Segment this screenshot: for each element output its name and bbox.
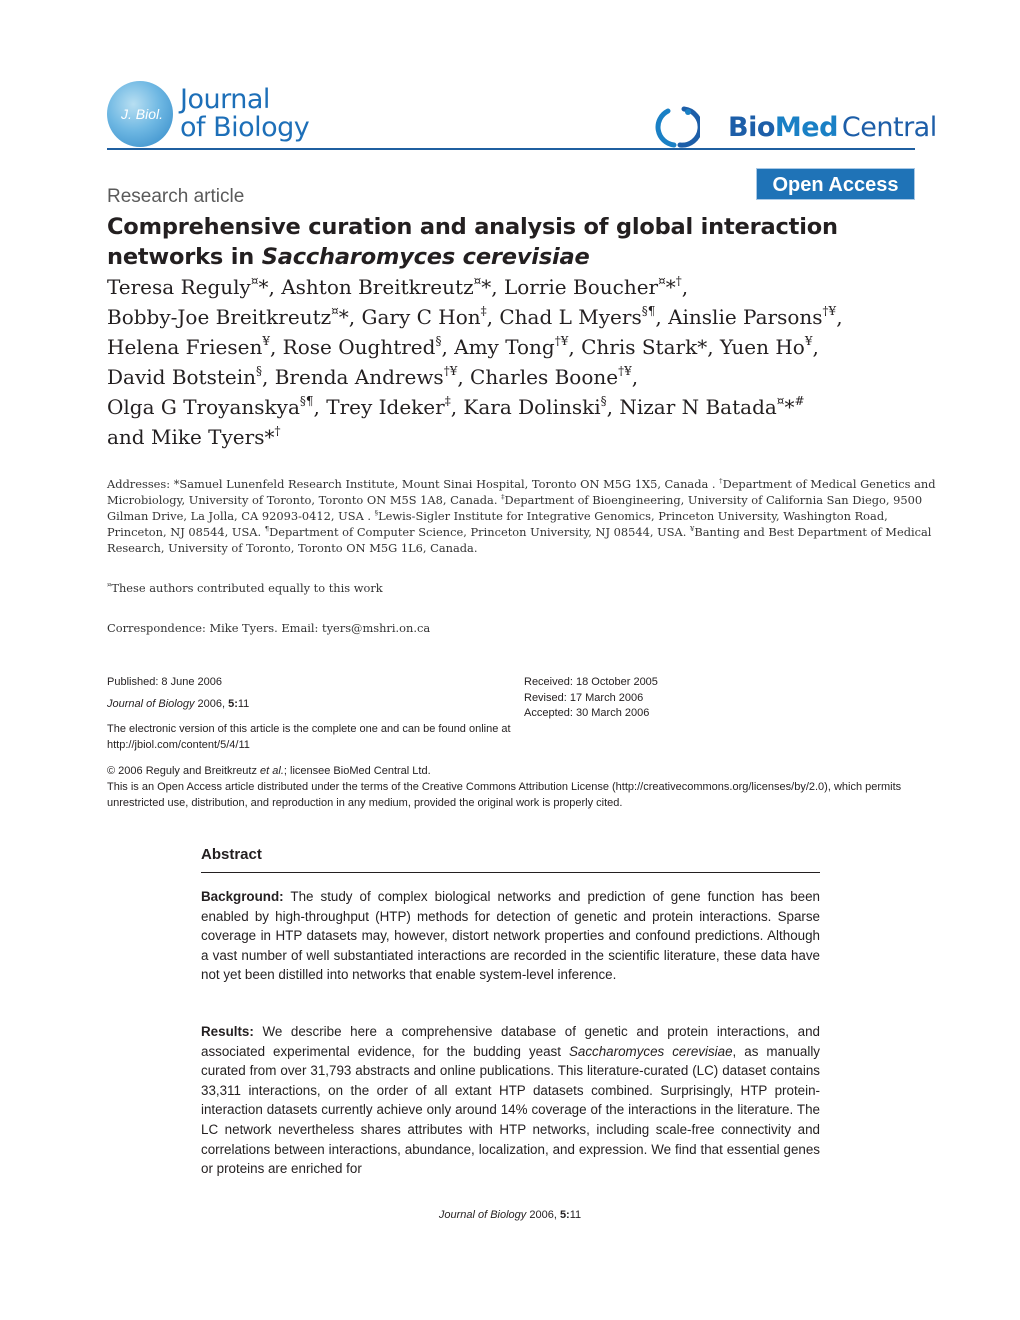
page-footer: Journal of Biology 2006, 5:11 <box>438 1209 582 1221</box>
header-rule <box>107 148 915 150</box>
article-title-species: Saccharomyces cerevisiae <box>261 244 590 270</box>
abstract-results <box>201 1022 820 1179</box>
abstract-background <box>201 887 820 985</box>
article-type: Research article <box>107 186 245 207</box>
open-access-badge: Open Access <box>756 168 915 200</box>
author-addresses: Addresses: *Samuel Lunenfeld Research Institute, Mount Sinai Hospital, Toronto ON M5G 1X5, Canada . †Department of Medical Genetics and Microbiology, University of Toronto, Toronto ON M5S 1A8, Canada. ‡Department of Bioengineering, University of California San Diego, 9500 Gilman Drive, La Jolla, CA 92093-0412, USA . §Lewis-Sigler Institute for Integrative Genomics, Princeton University, Washington Road, Princeton, NJ 08544, USA. ¶Department of Computer Science, Princeton University, NJ 08544, USA. ¥Banting and Best Department of Medical Research, University of Toronto, Toronto ON M5G 1L6, Canada. <box>107 476 936 555</box>
results-label: Results: <box>201 1024 254 1039</box>
electronic-version-note: The electronic version of this article is the complete one and can be found online at http://jbiol.com/content/5/4/11 <box>107 723 511 751</box>
abstract-rule <box>201 872 820 873</box>
correspondence: Correspondence: Mike Tyers. Email: tyers@mshri.on.ca <box>107 621 431 635</box>
author-list: Teresa Reguly¤*, Ashton Breitkreutz¤*, Lorrie Boucher¤*†, Bobby-Joe Breitkreutz¤*, Gary C Hon‡, Chad L Myers§¶, Ainslie Parsons†¥, Helena Friesen¥, Rose Oughtred§, Amy Tong†¥, Chris Stark*, Yuen Ho¥, David Botstein§, Brenda Andrews†¥, Charles Boone†¥, Olga G Troyanskya§¶, Trey Ideker‡, Kara Dolinski§, Nizar N Batada¤*# and Mike Tyers*† <box>107 274 843 449</box>
publisher-name <box>728 112 937 143</box>
publisher-bio: Bio <box>728 112 775 143</box>
publisher-central: Central <box>841 112 937 143</box>
article-title <box>107 212 907 272</box>
copyright-notice: © 2006 Reguly and Breitkreutz et al.; licensee BioMed Central Ltd. This is an Open Access article distributed under the terms of the Creative Commons Attribution License (http://creativecommons.org/licenses/by/2.0), which permits unrestricted use, distribution, and reproduction in any medium, provided the original work is properly cited. <box>107 765 902 809</box>
received-date: Received: 18 October 2005 <box>524 676 658 688</box>
background-text: The study of complex biological networks and prediction of gene function has been enabled by high-throughput (HTP) methods for detection of genetic and protein interactions. Sparse coverage in HTP datasets may, however, distort network properties and confound predictions. Although a vast number of well substantiated interactions are recorded in the scientific literature, these data have not yet been distilled into networks that enable system-level inference. <box>201 889 820 983</box>
journal-title-line1: Journal <box>180 84 270 115</box>
equal-contribution-note: ¤These authors contributed equally to this work <box>107 580 383 595</box>
publisher-med: Med <box>774 112 838 143</box>
abstract-heading: Abstract <box>201 846 262 863</box>
background-label: Background: <box>201 889 284 904</box>
article-title-main: Comprehensive curation and analysis of global interaction networks in <box>107 214 838 270</box>
revised-date: Revised: 17 March 2006 <box>524 692 644 704</box>
results-text: We describe here a comprehensive database of genetic and protein interactions, and associated experimental evidence, for the budding yeast Saccharomyces cerevisiae, as manually curated from over 31,793 abstracts and online publications. This literature-curated (LC) dataset contains 33,311 interactions, on the order of all extant HTP datasets combined. Surprisingly, HTP protein-interaction datasets currently achieve only around 14% coverage of the interactions in the literature. The LC network nevertheless shares attributes with HTP networks, including scale-free connectivity and correlations between interactions, abundance, localization, and expression. We find that essential genes or proteins are enriched for <box>201 1024 820 1177</box>
journal-logo-abbr: J. Biol. <box>120 106 163 122</box>
journal-title <box>180 86 309 142</box>
citation: Journal of Biology 2006, 5:11 <box>107 698 250 710</box>
biomed-central-logo-icon <box>654 103 700 151</box>
published-date: Published: 8 June 2006 <box>107 676 222 688</box>
journal-title-line2: of Biology <box>180 112 310 143</box>
accepted-date: Accepted: 30 March 2006 <box>524 707 650 719</box>
